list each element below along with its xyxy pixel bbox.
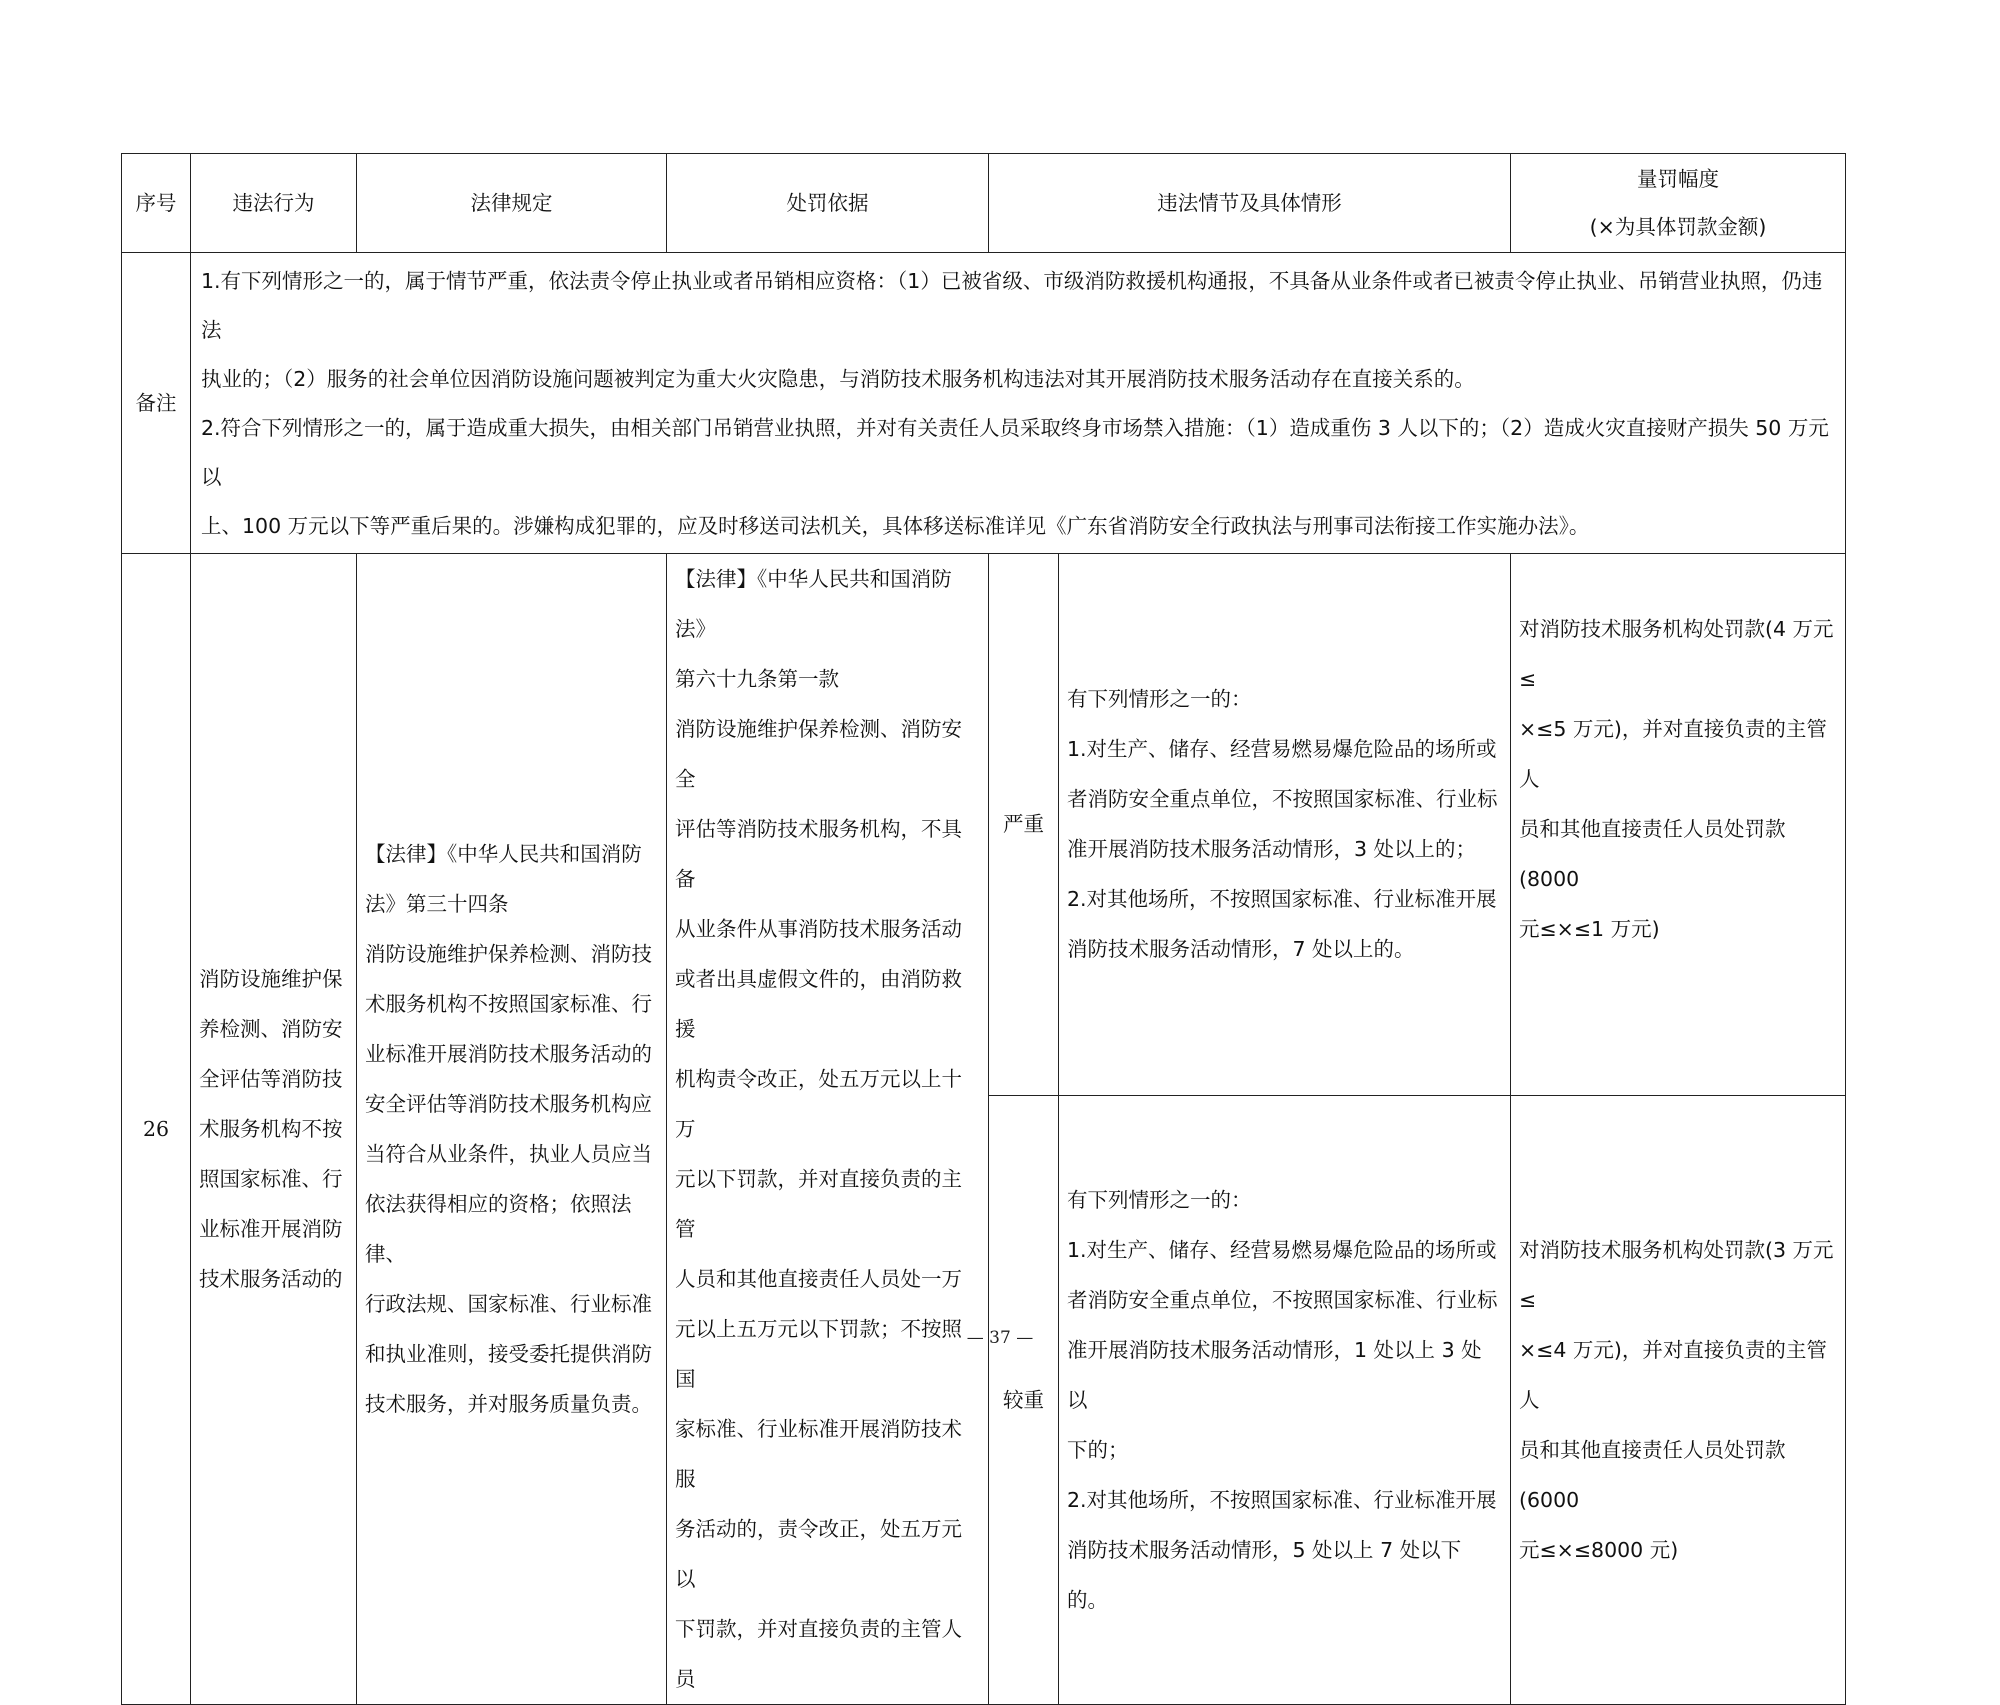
legal-rule-line: 术服务机构不按照国家标准、行 xyxy=(365,992,652,1016)
penalty-basis-line: 下罚款，并对直接负责的主管人员 xyxy=(675,1617,962,1691)
table-row-26-severe xyxy=(122,554,1846,1096)
legal-rule-line: 【法律】《中华人民共和国消防 xyxy=(365,842,642,866)
penalty-basis-line: 元以下罚款，并对直接负责的主管 xyxy=(675,1167,962,1241)
remark-content xyxy=(191,253,1846,554)
serious-range-line: 元≤×≤8000 元) xyxy=(1519,1537,1679,1562)
penalty-basis-line: 务活动的，责令改正，处五万元以 xyxy=(675,1517,962,1591)
legal-rule-cell xyxy=(357,554,667,1705)
penalty-basis-line: 家标准、行业标准开展消防技术服 xyxy=(675,1417,962,1491)
table-header-row xyxy=(122,154,1846,253)
serious-detail-line: 1.对生产、储存、经营易燃易爆危险品的场所或 xyxy=(1067,1237,1497,1262)
violation-line: 养检测、消防安 xyxy=(199,1017,343,1041)
severe-details-cell xyxy=(1059,554,1511,1096)
violation-cell xyxy=(191,554,357,1705)
penalty-basis-line: 评估等消防技术服务机构，不具备 xyxy=(675,817,962,891)
level-serious: 较重 xyxy=(989,1095,1059,1704)
legal-rule-line: 消防设施维护保养检测、消防技 xyxy=(365,942,652,966)
legal-rule-line: 安全评估等消防技术服务机构应 xyxy=(365,1092,652,1116)
level-severe: 严重 xyxy=(989,554,1059,1096)
header-penalty-range xyxy=(1511,154,1846,253)
violation-line: 技术服务活动的 xyxy=(199,1267,343,1291)
legal-rule-line: 依法获得相应的资格；依照法律、 xyxy=(365,1192,632,1266)
penalty-table xyxy=(121,153,1846,1705)
penalty-basis-cell xyxy=(667,554,989,1705)
header-circumstance: 违法情节及具体情形 xyxy=(989,154,1511,253)
severe-detail-line: 1.对生产、储存、经营易燃易爆危险品的场所或 xyxy=(1067,737,1497,762)
violation-line: 照国家标准、行 xyxy=(199,1167,343,1191)
remark-line: 执业的；（2）服务的社会单位因消防设施问题被判定为重大火灾隐患，与消防技术服务机构违法对其开展消防技术服务活动存在直接关系的。 xyxy=(201,367,1475,391)
penalty-basis-line: 人员和其他直接责任人员处一万 xyxy=(675,1267,962,1291)
penalty-basis-line: 【法律】《中华人民共和国消防法》 xyxy=(675,567,952,641)
severe-range-line: 元≤×≤1 万元) xyxy=(1519,917,1660,941)
penalty-basis-line: 从业条件从事消防技术服务活动 xyxy=(675,917,962,941)
serious-detail-line: 2.对其他场所，不按照国家标准、行业标准开展 xyxy=(1067,1487,1497,1512)
severe-range-cell xyxy=(1511,554,1846,1096)
severe-range-line: 对消防技术服务机构处罚款(4 万元≤ xyxy=(1519,617,1834,691)
serious-detail-line: 消防技术服务活动情形，5 处以上 7 处以下的。 xyxy=(1067,1537,1462,1612)
remark-line: 2.符合下列情形之一的，属于造成重大损失，由相关部门吊销营业执照，并对有关责任人员采取终身市场禁入措施：（1）造成重伤 3 人以下的；（2）造成火灾直接财产损失 50 万元以 xyxy=(201,416,1829,489)
legal-rule-line: 技术服务，并对服务质量负责。 xyxy=(365,1392,652,1416)
serious-range-line: 对消防技术服务机构处罚款(3 万元≤ xyxy=(1519,1237,1834,1312)
header-range-title: 量罚幅度 xyxy=(1637,167,1719,191)
violation-line: 业标准开展消防 xyxy=(199,1217,343,1241)
remark-line: 上、100 万元以下等严重后果的。涉嫌构成犯罪的，应及时移送司法机关，具体移送标准详见《广东省消防安全行政执法与刑事司法衔接工作实施办法》。 xyxy=(201,514,1590,538)
severe-detail-line: 准开展消防技术服务活动情形，3 处以上的； xyxy=(1067,837,1477,862)
remark-label: 备注 xyxy=(122,253,191,554)
serious-detail-line: 准开展消防技术服务活动情形，1 处以上 3 处以 xyxy=(1067,1337,1482,1412)
legal-rule-line: 业标准开展消防技术服务活动的 xyxy=(365,1042,652,1066)
remark-line: 1.有下列情形之一的，属于情节严重，依法责令停止执业或者吊销相应资格：（1）已被省级、市级消防救援机构通报，不具备从业条件或者已被责令停止执业、吊销营业执照，仍违法 xyxy=(201,269,1823,342)
serious-detail-line: 有下列情形之一的： xyxy=(1067,1187,1252,1212)
header-seq: 序号 xyxy=(122,154,191,253)
header-legal-rule: 法律规定 xyxy=(357,154,667,253)
serious-detail-line: 者消防安全重点单位，不按照国家标准、行业标 xyxy=(1067,1287,1498,1312)
page-number: — 37 — xyxy=(966,1328,1034,1348)
serious-detail-line: 下的； xyxy=(1067,1437,1129,1462)
remark-row xyxy=(122,253,1846,554)
severe-range-line: ×≤5 万元)，并对直接负责的主管人 xyxy=(1519,717,1827,791)
penalty-basis-line: 第六十九条第一款 xyxy=(675,667,839,691)
penalty-basis-line: 消防设施维护保养检测、消防安全 xyxy=(675,717,962,791)
penalty-basis-line: 元以上五万元以下罚款；不按照国 xyxy=(675,1317,962,1391)
header-violation: 违法行为 xyxy=(191,154,357,253)
legal-rule-line: 当符合从业条件，执业人员应当 xyxy=(365,1142,652,1166)
legal-rule-line: 法》第三十四条 xyxy=(365,892,509,916)
penalty-basis-line: 或者出具虚假文件的，由消防救援 xyxy=(675,967,962,1041)
serious-range-cell xyxy=(1511,1095,1846,1704)
violation-line: 全评估等消防技 xyxy=(199,1067,343,1091)
penalty-table-container xyxy=(121,153,1845,1705)
violation-line: 消防设施维护保 xyxy=(199,967,343,991)
serious-details-cell xyxy=(1059,1095,1511,1704)
serious-range-line: ×≤4 万元)，并对直接负责的主管人 xyxy=(1519,1337,1827,1412)
header-penalty-basis: 处罚依据 xyxy=(667,154,989,253)
header-range-note: (×为具体罚款金额) xyxy=(1589,215,1767,239)
legal-rule-line: 行政法规、国家标准、行业标准 xyxy=(365,1292,652,1316)
severe-detail-line: 者消防安全重点单位，不按照国家标准、行业标 xyxy=(1067,787,1498,812)
severe-range-line: 员和其他直接责任人员处罚款 (8000 xyxy=(1519,817,1786,891)
severe-detail-line: 有下列情形之一的： xyxy=(1067,687,1252,712)
row-seq-number: 26 xyxy=(122,554,191,1705)
serious-range-line: 员和其他直接责任人员处罚款 (6000 xyxy=(1519,1437,1786,1512)
severe-detail-line: 消防技术服务活动情形，7 处以上的。 xyxy=(1067,937,1415,962)
legal-rule-line: 和执业准则，接受委托提供消防 xyxy=(365,1342,652,1366)
penalty-basis-line: 机构责令改正，处五万元以上十万 xyxy=(675,1067,962,1141)
severe-detail-line: 2.对其他场所，不按照国家标准、行业标准开展 xyxy=(1067,887,1497,912)
violation-line: 术服务机构不按 xyxy=(199,1117,343,1141)
